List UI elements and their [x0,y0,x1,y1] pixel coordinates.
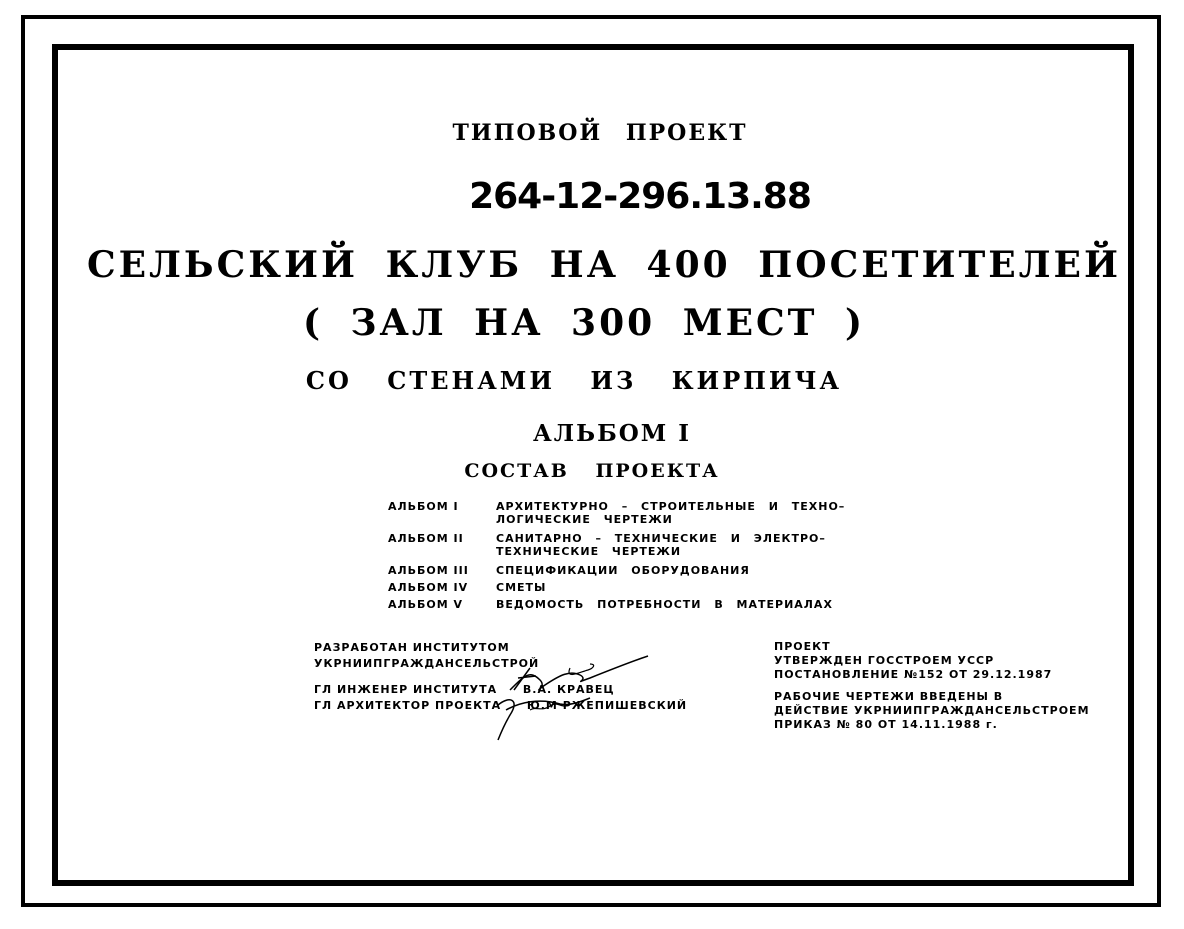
chief-architect-role: ГЛ АРХИТЕКТОР ПРОЕКТА [314,699,502,712]
approval-line-3: ПОСТАНОВЛЕНИЕ №152 ОТ 29.12.1987 [774,668,1053,681]
approval-line-2: УТВЕРЖДЕН ГОССТРОЕМ УССР [774,654,995,667]
album-key: АЛЬБОМ I [388,500,459,513]
approval-block [774,640,1090,732]
album-desc: АРХИТЕКТУРНО – СТРОИТЕЛЬНЫЕ И ТЕХНО– ЛОГИЧЕСКИЕ ЧЕРТЕЖИ [496,500,846,526]
album-desc: САНИТАРНО – ТЕХНИЧЕСКИЕ И ЭЛЕКТРО– ТЕХНИЧЕСКИЕ ЧЕРТЕЖИ [496,532,826,558]
album-desc: СПЕЦИФИКАЦИИ ОБОРУДОВАНИЯ [496,564,750,577]
developer-line-2: УКРНИИПГРАЖДАНСЕЛЬСТРОЙ [314,657,540,670]
approval-line-5: ДЕЙСТВИЕ УКРНИИПГРАЖДАНСЕЛЬСТРОЕМ [774,704,1090,717]
approval-line-4: РАБОЧИЕ ЧЕРТЕЖИ ВВЕДЕНЫ В [774,690,1004,703]
chief-engineer-name: В.А. КРАВЕЦ [522,683,615,696]
project-code: 264-12-296.13.88 [469,176,811,217]
album-key: АЛЬБОМ II [388,532,464,545]
developer-line-1: РАЗРАБОТАН ИНСТИТУТОМ [314,641,510,654]
album-desc: ВЕДОМОСТЬ ПОТРЕБНОСТИ В МАТЕРИАЛАХ [496,598,833,611]
album-key: АЛЬБОМ III [388,564,469,577]
title-line-2: ( ЗАЛ НА 300 МЕСТ ) [302,302,866,344]
title-line-1: СЕЛЬСКИЙ КЛУБ НА 400 ПОСЕТИТЕЛЕЙ [87,244,1121,286]
album-desc: СМЕТЫ [496,581,547,594]
album-key: АЛЬБОМ V [388,598,464,611]
chief-engineer-role: ГЛ ИНЖЕНЕР ИНСТИТУТА [314,683,498,696]
approval-line-1: ПРОЕКТ [774,640,831,653]
album-label: АЛЬБОМ I [533,420,691,447]
subtitle: СО СТЕНАМИ ИЗ КИРПИЧА [305,366,843,395]
chief-architect-name: Ю.М РЖЕПИШЕВСКИЙ [526,699,688,712]
composition-title: СОСТАВ ПРОЕКТА [464,460,720,482]
signature-image [470,640,660,750]
approval-line-6: ПРИКАЗ № 80 ОТ 14.11.1988 г. [774,718,998,731]
type-label: ТИПОВОЙ ПРОЕКТ [452,120,748,146]
album-key: АЛЬБОМ IV [388,581,469,594]
